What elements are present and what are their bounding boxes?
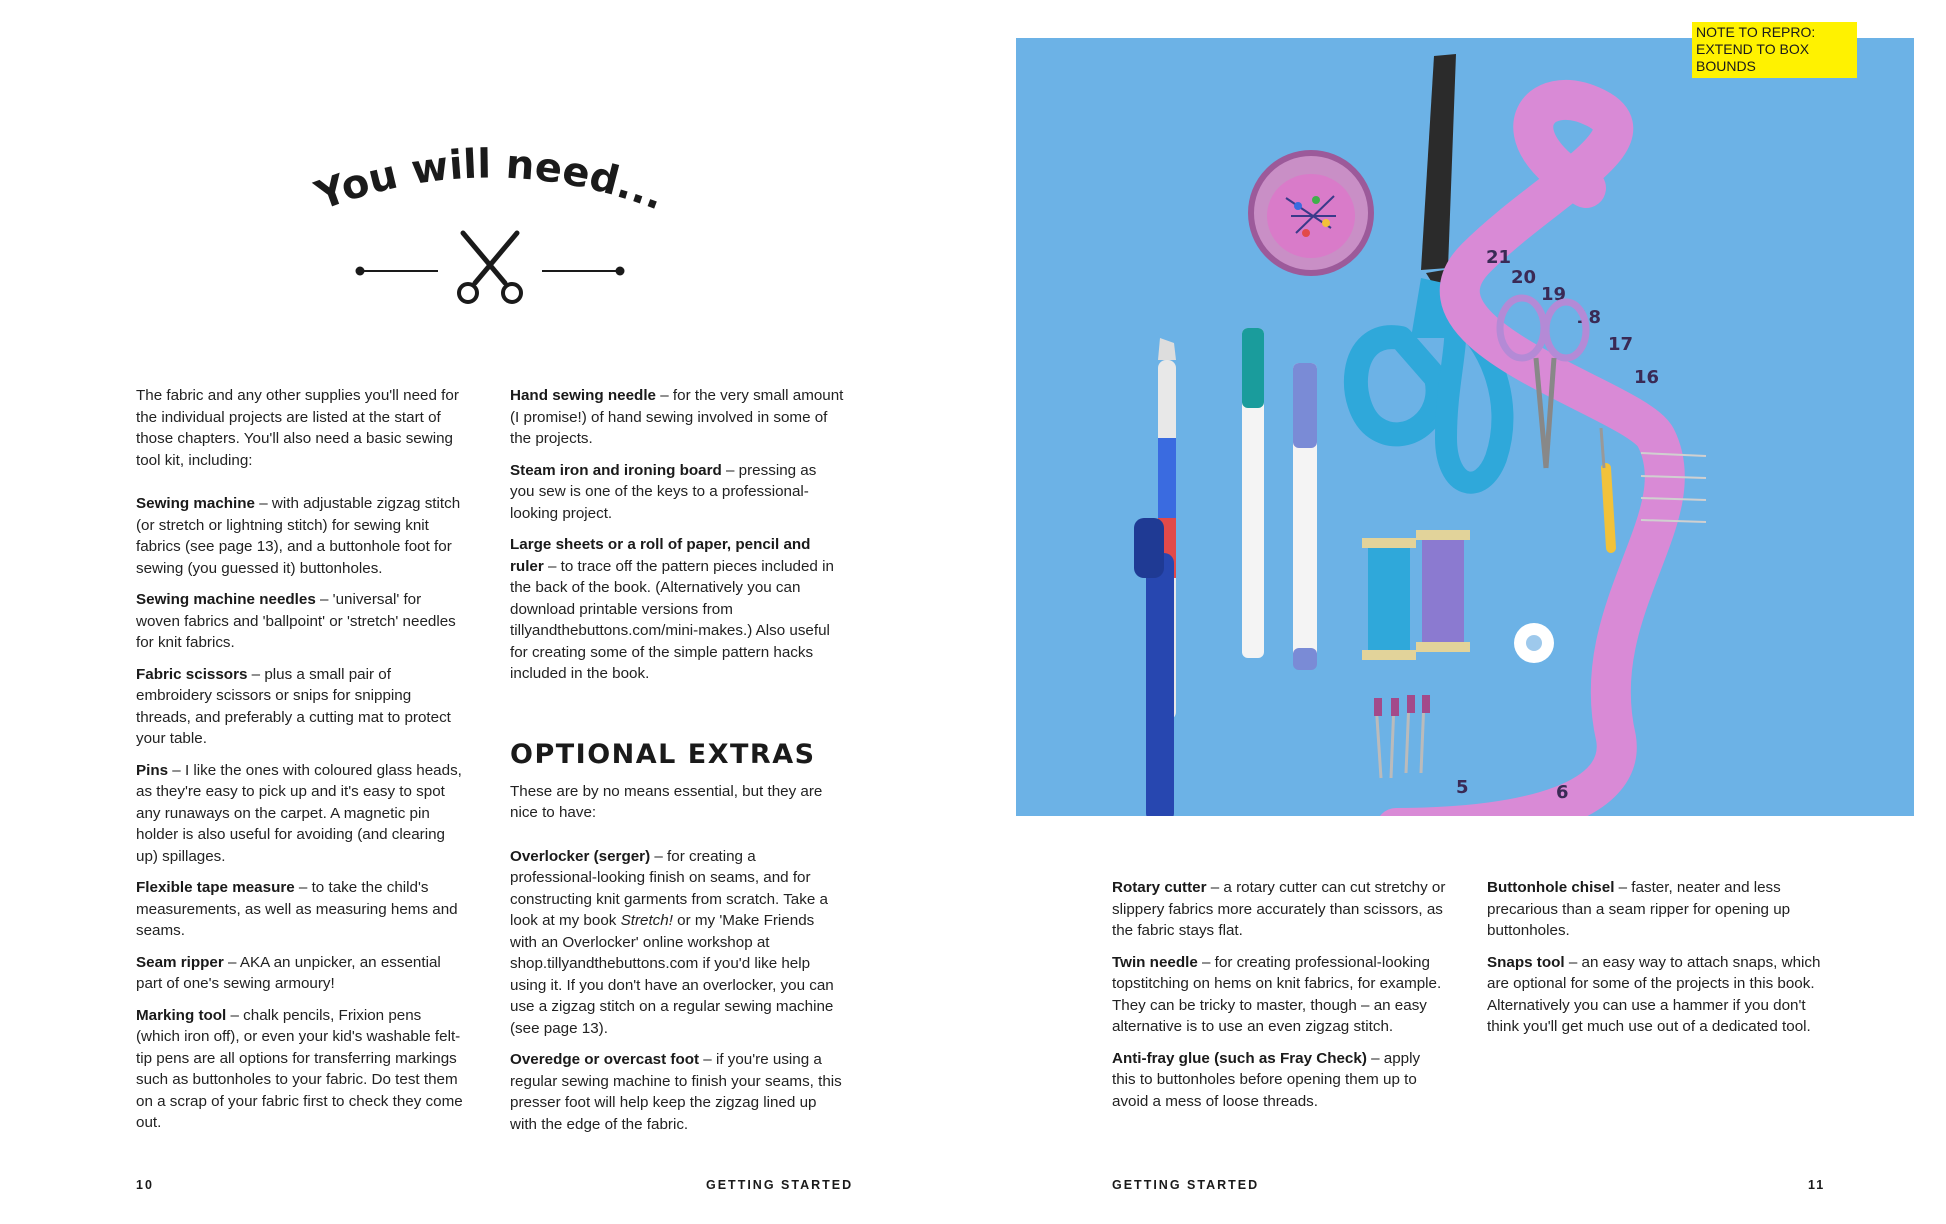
list-item: Overlocker (serger) – for creating a professional-looking finish on seams, and for constructing knit garments from scratch. Take a look at my book Stretch! or my 'Make Friends with an Overlocker' online workshop at shop.tillyandthebuttons.com if you'd like help using it. If you don't have an overlocker, you can use a zigzag stitch on a regular sewing machine (see page 13). xyxy=(510,847,834,1037)
tape-number: 20 xyxy=(1511,267,1537,288)
column-2 xyxy=(510,385,845,1145)
column-1 xyxy=(136,385,466,1144)
scissors-icon xyxy=(459,233,521,302)
svg-text:You will need...: You will need... xyxy=(309,141,671,220)
list-item: Rotary cutter – a rotary cutter can cut stretchy or slippery fabrics more accurately than scissors, as the fabric stays flat. xyxy=(1112,879,1446,939)
seam-ripper-icon xyxy=(1601,428,1611,548)
list-item: Large sheets or a roll of paper, pencil and ruler – to trace off the pattern pieces included in the back of the book. (Alternatively you can download printable versions from tillyandthebuttons.com/mini-makes.) Also useful for creating some of the simple pattern hacks included in the book. xyxy=(510,536,834,682)
page-heading xyxy=(290,120,690,230)
list-item: Snaps tool – an easy way to attach snaps, which are optional for some of the projects in this book. Alternatively you can use a hammer if you don't think you'll get much use out of a dedicated tool. xyxy=(1487,953,1821,1035)
sewing-tools-photo xyxy=(1016,38,1914,816)
list-item: Fabric scissors – plus a small pair of embroidery scissors or snips for snipping threads, and preferably a cutting mat to protect your table. xyxy=(136,665,451,747)
running-head-left: GETTING STARTED xyxy=(706,1178,854,1192)
list-item: Pins – I like the ones with coloured glass heads, as they're easy to pick up and it's easy to spot any runaways on the carpet. A magnetic pin holder is also useful for avoiding (and clearing up) spillages. xyxy=(136,761,462,865)
tape-number: 18 xyxy=(1576,307,1602,328)
running-head-right: GETTING STARTED xyxy=(1112,1178,1260,1192)
tape-number: 5 xyxy=(1456,777,1469,798)
felt-tip-pen-icon xyxy=(1293,363,1317,670)
list-item: Sewing machine – with adjustable zigzag stitch (or stretch or lightning stitch) for sewing knit fabrics (see page 13), and a buttonhole foot for sewing (you guessed it) buttonholes. xyxy=(136,495,461,577)
list-item: Flexible tape measure – to take the child's measurements, as well as measuring hems and seams. xyxy=(136,879,458,939)
twin-needles-icon xyxy=(1376,700,1424,778)
bobbin-icon xyxy=(1514,623,1554,663)
tape-number: 6 xyxy=(1556,782,1569,803)
thread-spool-icon xyxy=(1416,530,1470,652)
optional-extras-heading: OPTIONAL EXTRAS xyxy=(510,738,816,770)
pin-bowl-icon xyxy=(1251,153,1371,273)
list-item: Steam iron and ironing board – pressing as you sew is one of the keys to a professional-looking project. xyxy=(510,461,817,522)
list-item: Anti-fray glue (such as Fray Check) – apply this to buttonholes before opening them up to avoid a mess of loose threads. xyxy=(1112,1049,1421,1110)
tape-number: 19 xyxy=(1541,284,1567,305)
tape-number: 16 xyxy=(1634,367,1660,388)
intro-text: The fabric and any other supplies you'll need for the individual projects are listed at the start of those chapters. You'll also need a basic sewing tool kit, including: xyxy=(136,387,459,469)
thread-spool-icon xyxy=(1362,538,1416,660)
tape-number: 17 xyxy=(1608,334,1634,355)
list-item: Seam ripper – AKA an unpicker, an essential part of one's sewing armoury! xyxy=(136,953,441,992)
column-3 xyxy=(1112,877,1447,1122)
felt-tip-pen-icon xyxy=(1242,328,1264,658)
scissors-divider xyxy=(350,225,630,305)
tape-number: 21 xyxy=(1486,247,1512,268)
list-item: Buttonhole chisel – faster, neater and less precarious than a seam ripper for opening up buttonholes. xyxy=(1487,879,1791,939)
list-item: Hand sewing needle – for the very small amount (I promise!) of hand sewing involved in some of the projects. xyxy=(510,387,844,447)
optional-intro: These are by no means essential, but they are nice to have: xyxy=(510,782,823,821)
column-4 xyxy=(1487,877,1822,1048)
list-item: Overedge or overcast foot – if you're using a regular sewing machine to finish your seams, this presser foot will help keep the zigzag lined up with the edge of the fabric. xyxy=(510,1051,842,1133)
list-item: Twin needle – for creating professional-looking topstitching on hems on knit fabrics, for example. They can be tricky to master, though – an easy alternative is to use an even zigzag stitch. xyxy=(1112,953,1442,1035)
repro-note: NOTE TO REPRO: EXTEND TO BOX BOUNDS xyxy=(1692,22,1857,78)
frixion-pen-icon xyxy=(1134,518,1174,816)
page-number-right: 11 xyxy=(1808,1178,1826,1192)
page-number-left: 10 xyxy=(136,1178,154,1192)
list-item: Marking tool – chalk pencils, Frixion pens (which iron off), or even your kid's washable felt-tip pens are all options for transferring markings such as buttonholes to your fabric. Do test them on a scrap of your fabric first to check they come out. xyxy=(136,1006,463,1131)
list-item: Sewing machine needles – 'universal' for woven fabrics and 'ballpoint' or 'stretch' needles for knit fabrics. xyxy=(136,591,456,651)
